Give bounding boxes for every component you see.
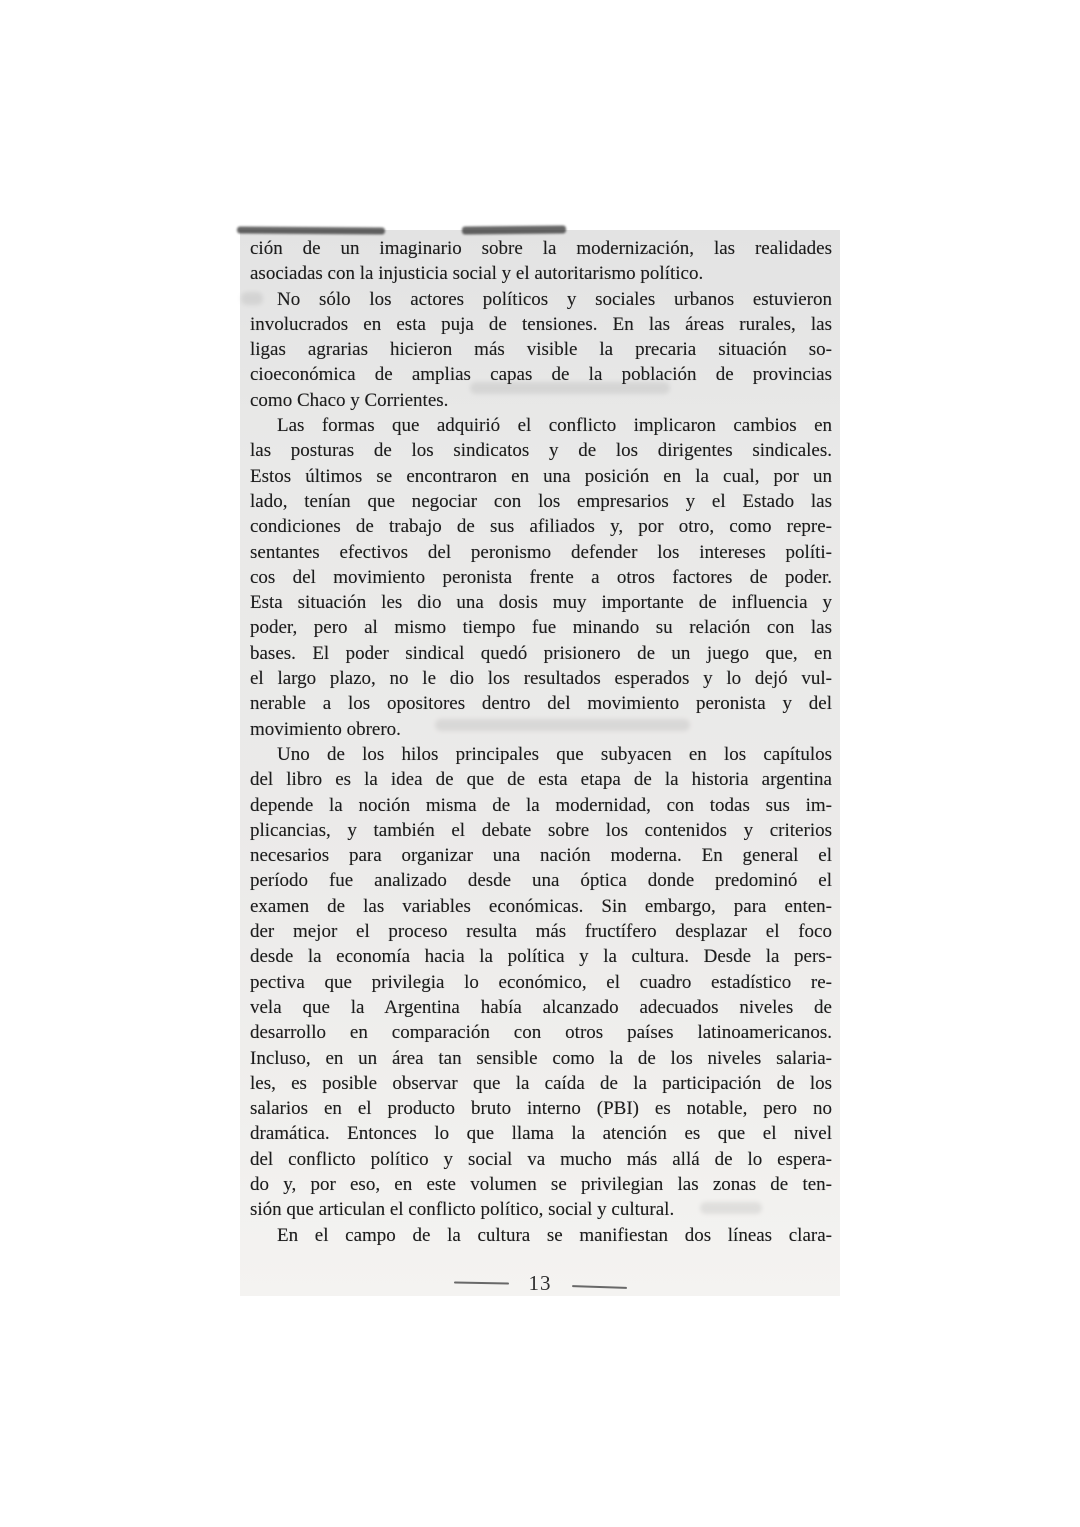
text-line: del libro es la idea de que de esta etapa de la historia argentina [250, 769, 832, 791]
text-line: Incluso, en un área tan sensible como la de los niveles salaria- [250, 1047, 832, 1069]
text-line: las posturas de los sindicatos y de los dirigentes sindicales. [250, 440, 832, 462]
page-number-rule-left [453, 1281, 508, 1284]
text-line: poder, pero al mismo tiempo fue minando su relación con las [250, 617, 832, 639]
text-line: del conflicto político y social va mucho más allá de lo espera- [250, 1148, 832, 1170]
text-line: do y, por eso, en este volumen se privilegian las zonas de ten- [250, 1173, 832, 1195]
text-line: En el campo de la cultura se manifiestan dos líneas clara- [277, 1224, 832, 1246]
scan-edge-streak [462, 225, 566, 234]
text-line: el largo plazo, no le dio los resultados esperados y lo dejó vul- [250, 668, 832, 690]
text-line: vela que la Argentina había alcanzado adecuados niveles de [250, 996, 832, 1018]
text-line: ción de un imaginario sobre la modernización, las realidades [250, 238, 832, 259]
text-line: Estos últimos se encontraron en una posición en la cual, por un [250, 465, 832, 487]
page-text [250, 236, 832, 1248]
text-line: plicancias, y también el debate sobre los contenidos y criterios [250, 819, 832, 841]
text-line: depende la noción misma de la modernidad, con todas sus im- [250, 794, 832, 816]
text-line: nerable a los opositores dentro del movimiento peronista y del [250, 693, 832, 715]
text-line: lado, tenían que negociar con los empresarios y el Estado las [250, 490, 832, 512]
text-line: desarrollo en comparación con otros países latinoamericanos. [250, 1022, 832, 1044]
text-line: sentantes efectivos del peronismo defender los intereses políti- [250, 541, 832, 563]
text-line: como Chaco y Corrientes. [250, 389, 449, 411]
book-page [240, 230, 840, 1296]
text-line: desde la economía hacia la política y la cultura. Desde la pers- [250, 946, 832, 968]
text-line: Las formas que adquirió el conflicto implicaron cambios en [277, 415, 832, 437]
text-line: asociadas con la injusticia social y el autoritarismo político. [250, 263, 704, 285]
text-line: bases. El poder sindical quedó prisionero de un juego que, en [250, 642, 832, 664]
text-line: condiciones de trabajo de sus afiliados y, por otro, como repre- [250, 516, 832, 538]
text-line: movimiento obrero. [250, 718, 401, 740]
text-line: No sólo los actores políticos y sociales urbanos estuvieron [277, 288, 832, 310]
text-line: ligas agrarias hicieron más visible la precaria situación so- [250, 339, 832, 361]
text-line: der mejor el proceso resulta más fructífero desplazar el foco [250, 921, 832, 943]
page-footer [240, 1270, 840, 1296]
text-line: pectiva que privilegia lo económico, el cuadro estadístico re- [250, 971, 832, 993]
text-line: cioeconómica de amplias capas de la población de provincias [250, 364, 832, 386]
text-line: les, es posible observar que la caída de la participación de los [250, 1072, 832, 1094]
scan-edge-streak [237, 226, 385, 234]
text-line: sión que articulan el conflicto político, social y cultural. [250, 1199, 675, 1221]
text-line: salarios en el producto bruto interno (PBI) es notable, pero no [250, 1098, 832, 1120]
text-line: necesarios para organizar una nación moderna. En general el [250, 845, 832, 867]
text-line: cos del movimiento peronista frente a otros factores de poder. [250, 566, 832, 588]
page-number-rule-right [571, 1285, 626, 1289]
text-line: examen de las variables económicas. Sin embargo, para enten- [250, 895, 832, 917]
text-line: Uno de los hilos principales que subyacen en los capítulos [277, 743, 832, 765]
text-line: período fue analizado desde una óptica donde predominó el [250, 870, 832, 892]
text-line: Esta situación les dio una dosis muy importante de influencia y [250, 592, 832, 614]
text-line: involucrados en esta puja de tensiones. En las áreas rurales, las [250, 313, 832, 335]
text-line: dramática. Entonces lo que llama la atención es que el nivel [250, 1123, 832, 1145]
page-number: 13 [528, 1270, 552, 1295]
